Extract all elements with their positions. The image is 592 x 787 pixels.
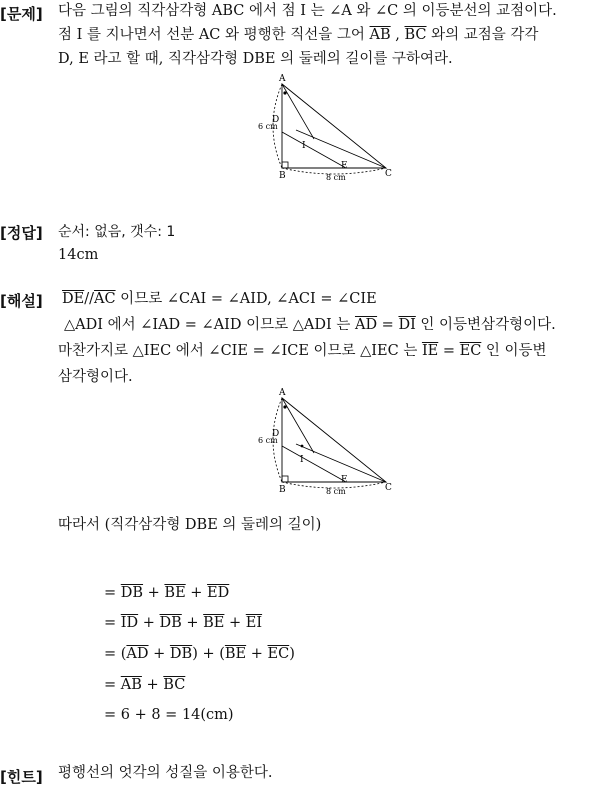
parallel-symbol: // (84, 291, 94, 307)
point-i-label: I (300, 455, 304, 465)
segment-ad: $\overline{AD}$ (354, 317, 378, 333)
point-d-label: D (272, 115, 280, 125)
solution-line-2-text-b: 인 이등변삼각형이다. (415, 317, 556, 333)
plus-sign: + (185, 585, 208, 601)
eq-prefix: = (104, 585, 121, 601)
segment-de: $\overline{DE}$ (62, 291, 85, 307)
point-i-label: I (302, 141, 306, 151)
equals-sign: = (377, 317, 399, 333)
problem-line-2 (58, 24, 538, 46)
solution-line-1-rest: 이므로 ∠CAI = ∠AID, ∠ACI = ∠CIE (115, 291, 377, 307)
segment-db: $\overline{DB}$ (159, 615, 182, 631)
segment-ab: $\overline{AB}$ (369, 27, 391, 43)
equation-line-4 (104, 674, 185, 696)
point-e-label: E (341, 475, 348, 485)
equation-line-2 (104, 612, 262, 634)
solution-line-3-text-b: 인 이등변 (481, 343, 547, 359)
equation-line-3 (104, 643, 295, 665)
problem-tag: [문제] (0, 5, 43, 23)
segment-ec: $\overline{EC}$ (267, 646, 290, 662)
plus-sign: + (143, 585, 165, 601)
vertex-a-label: A (279, 74, 286, 84)
solution-line-1 (62, 288, 377, 310)
segment-ed: $\overline{ED}$ (207, 585, 230, 601)
solution-line-3 (58, 340, 547, 362)
equation-line-5: = 6 + 8 = 14(cm) (104, 707, 234, 723)
plus-sign: + (141, 677, 164, 693)
vertex-a-label: A (279, 388, 286, 398)
point-d-label: D (272, 429, 280, 439)
length-ab-label: 6 cm (258, 122, 278, 131)
segment-ec: $\overline{EC}$ (459, 343, 482, 359)
solution-line-5: 따라서 (직각삼각형 DBE 의 둘레의 길이) (58, 517, 322, 533)
segment-id: $\overline{ID}$ (120, 615, 139, 631)
problem-line-1: 다음 그림의 직각삼각형 ABC 에서 점 I 는 ∠A 와 ∠C 의 이등분선의 교점이다. (58, 3, 557, 19)
length-bc-label: 8 cm (326, 173, 346, 182)
segment-db: $\overline{DB}$ (120, 585, 144, 601)
segment-ei: $\overline{EI}$ (245, 615, 263, 631)
answer-line-1: 순서: 없음, 갯수: 1 (58, 224, 176, 240)
paren-close: ) (289, 646, 295, 662)
point-e-label: E (341, 161, 348, 171)
segment-be: $\overline{BE}$ (203, 615, 225, 631)
problem-line-2-text-a: 점 I 를 지나면서 선분 AC 와 평행한 직선을 그어 (58, 27, 370, 43)
solution-tag: [해설] (0, 292, 43, 310)
segment-ad: $\overline{AD}$ (126, 646, 149, 662)
problem-line-3: D, E 라고 할 때, 직각삼각형 DBE 의 둘레의 길이를 구하여라. (58, 51, 453, 67)
segment-ac: $\overline{AC}$ (94, 291, 116, 307)
vertex-b-label: B (279, 485, 286, 495)
plus-sign: + (246, 646, 268, 662)
segment-be: $\overline{BE}$ (224, 646, 247, 662)
plus-sign: + (224, 615, 246, 631)
eq-prefix: = (104, 615, 121, 631)
plus-sign: + (181, 615, 204, 631)
plus-sign: + (138, 615, 160, 631)
vertex-c-label: C (385, 169, 392, 179)
segment-bc: $\overline{BC}$ (163, 677, 186, 693)
eq-prefix: = (104, 677, 121, 693)
hint-tag: [힌트] (0, 768, 43, 786)
problem-line-2-text-c: 와의 교점을 각각 (426, 27, 539, 43)
equals-sign: = (438, 343, 460, 359)
length-bc-label: 8 cm (326, 487, 346, 496)
segment-di: $\overline{DI}$ (398, 317, 416, 333)
answer-tag: [정답] (0, 224, 43, 242)
equation-line-1 (104, 582, 229, 604)
segment-ab: $\overline{AB}$ (120, 677, 142, 693)
solution-line-2-text-a: △ADI 에서 ∠IAD = ∠AID 이므로 △ADI 는 (64, 317, 355, 333)
plus-sign: + (148, 646, 170, 662)
vertex-b-label: B (279, 171, 286, 181)
vertex-c-label: C (385, 483, 392, 493)
segment-be: $\overline{BE}$ (164, 585, 186, 601)
triangle-figure-2 (252, 386, 397, 498)
solution-line-2 (64, 314, 556, 336)
problem-line-2-text-b: , (390, 27, 405, 43)
triangle-figure-1 (252, 72, 397, 184)
solution-line-4: 삼각형이다. (58, 369, 133, 385)
hint-text: 평행선의 엇각의 성질을 이용한다. (58, 765, 273, 781)
segment-bc: $\overline{BC}$ (404, 27, 427, 43)
segment-ie: $\overline{IE}$ (421, 343, 439, 359)
solution-line-3-text-a: 마찬가지로 △IEC 에서 ∠CIE = ∠ICE 이므로 △IEC 는 (58, 343, 422, 359)
eq-prefix: = ( (104, 646, 127, 662)
paren-join: ) + ( (192, 646, 225, 662)
segment-db: $\overline{DB}$ (169, 646, 193, 662)
length-ab-label: 6 cm (258, 436, 278, 445)
answer-value: 14cm (58, 247, 99, 263)
